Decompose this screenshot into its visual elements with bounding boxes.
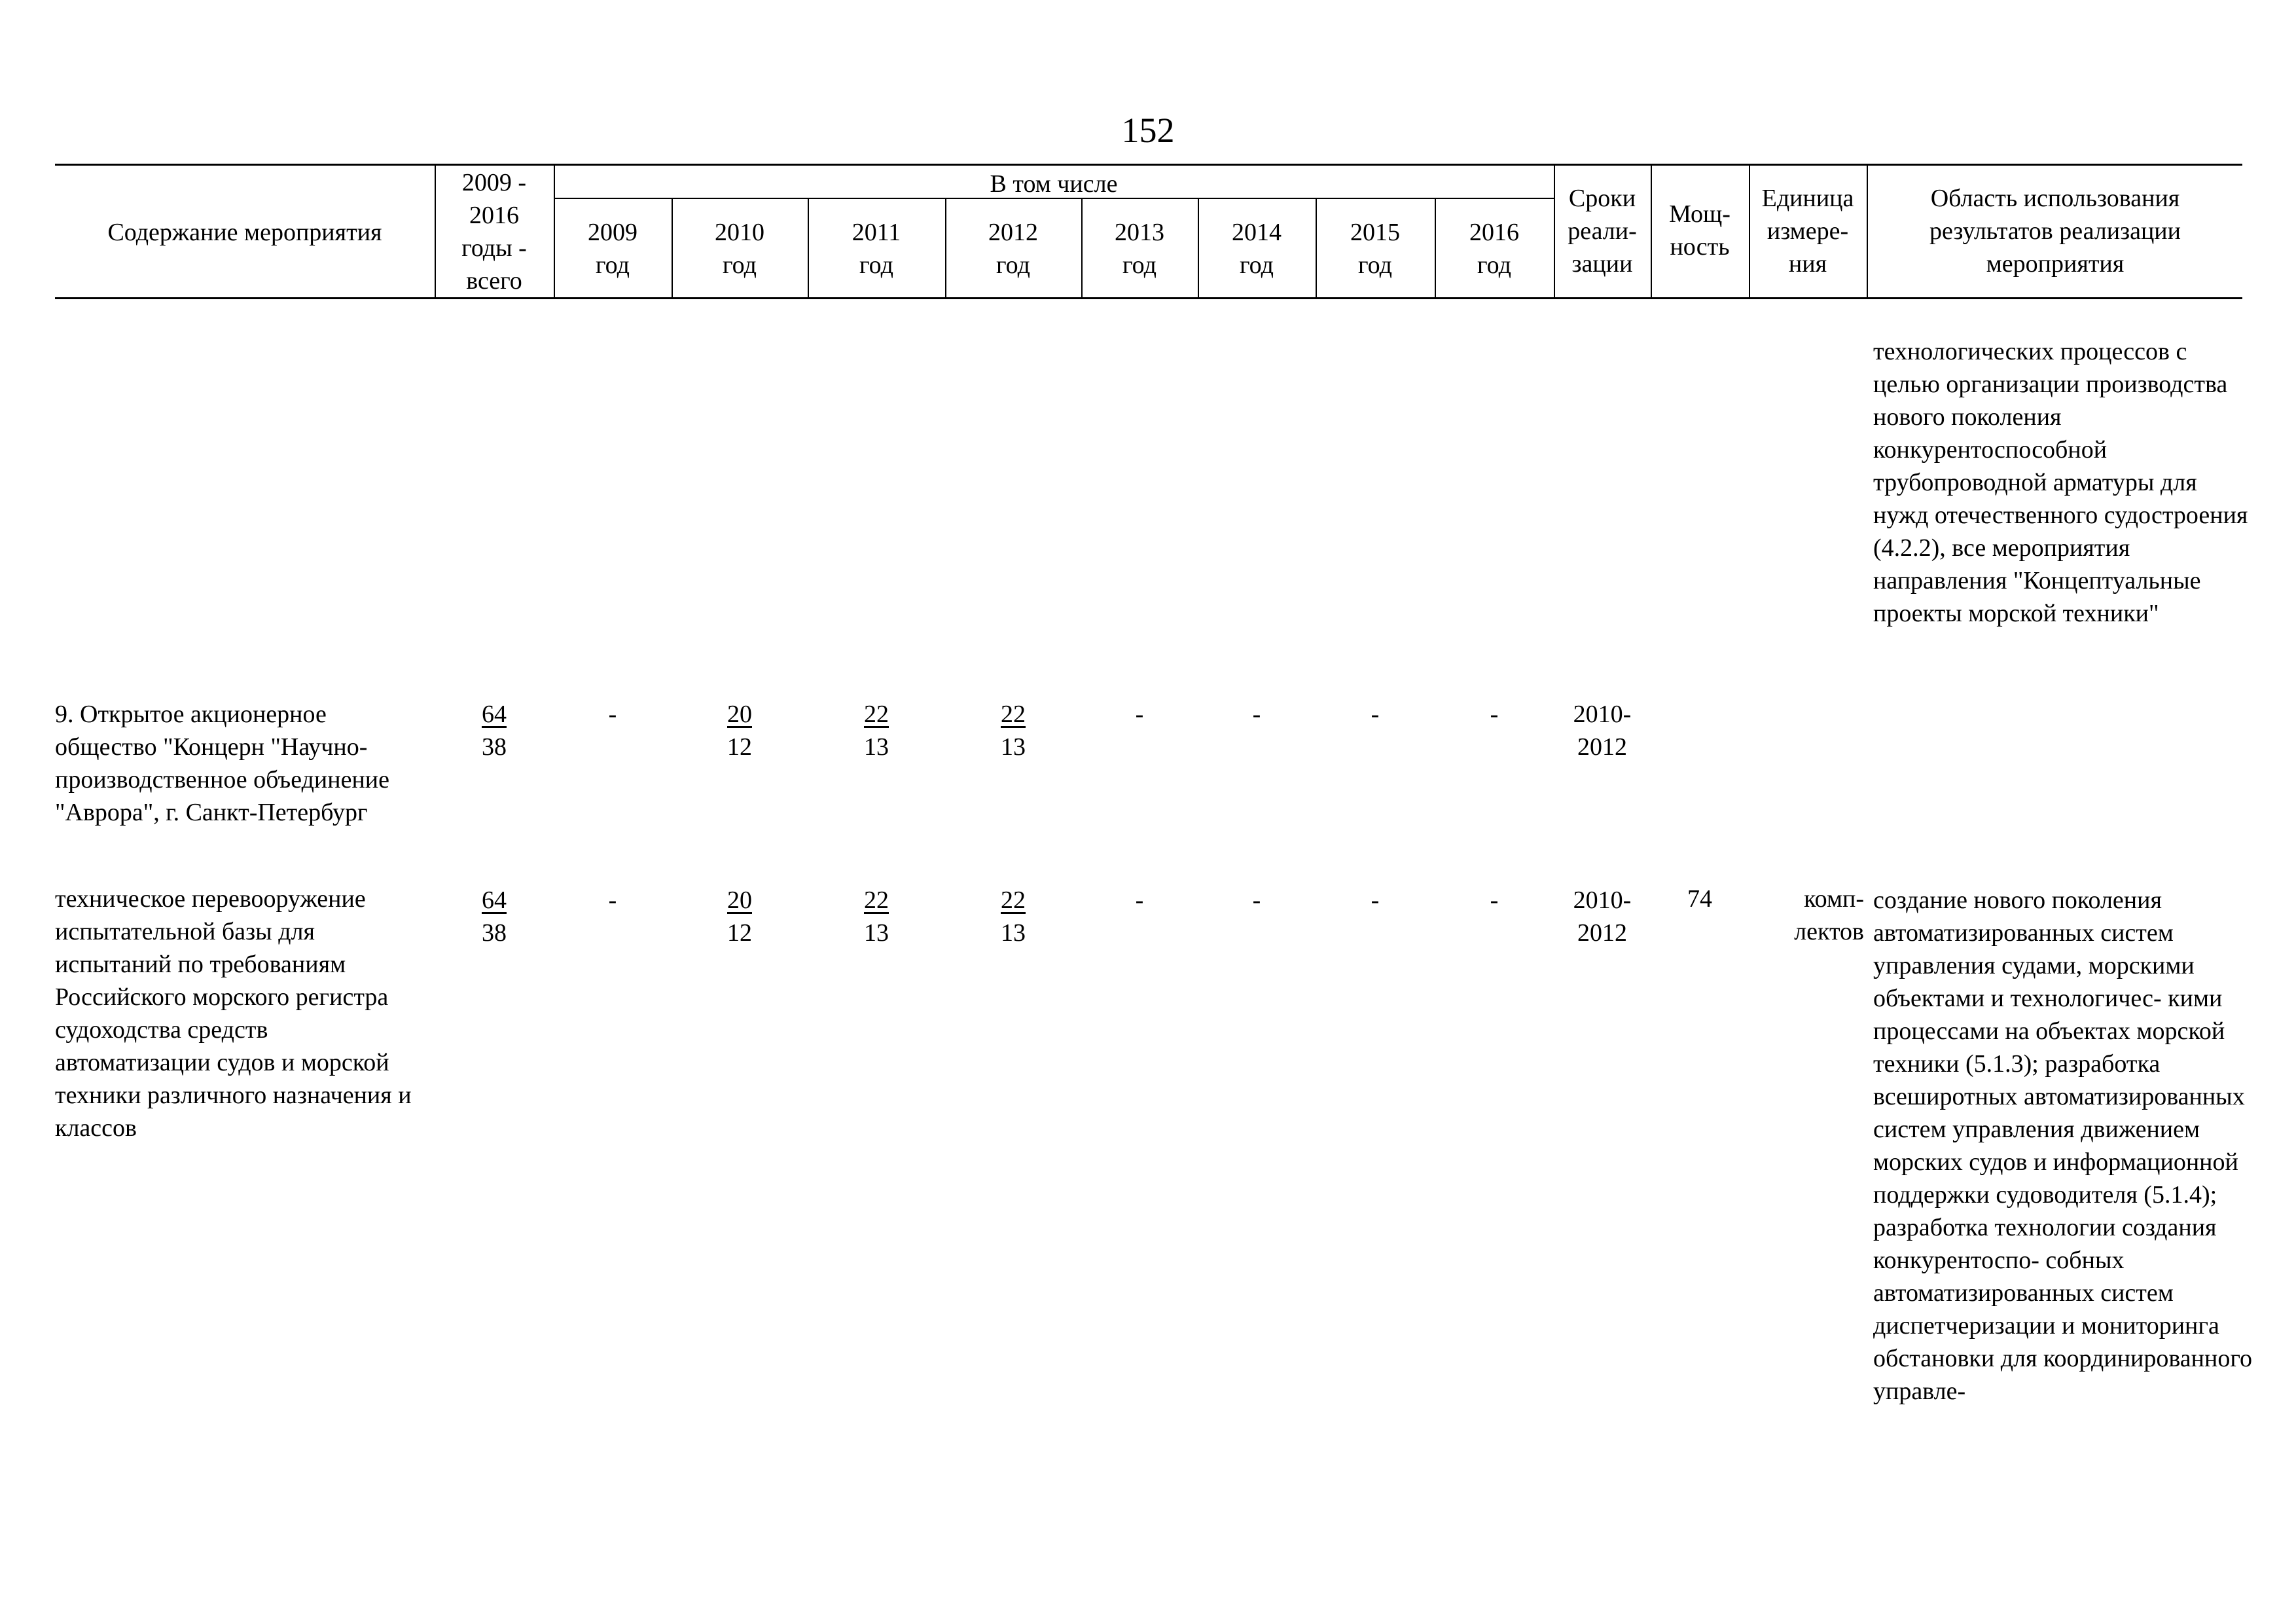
header-content: Содержание мероприятия [107, 219, 382, 246]
row-2-2014: - [1252, 886, 1261, 914]
header-top-rule [55, 164, 2242, 166]
header-including: В том числе [990, 170, 1118, 198]
header-usage: Область использования результатов реализации мероприятия [1929, 185, 2181, 278]
row-2-2010: $\frac{20}{12}$ [727, 886, 752, 947]
row-1-2011: $\frac{22}{13}$ [864, 701, 889, 761]
col-divider [1867, 164, 1868, 297]
row-2-2012: $\frac{22}{13}$ [1001, 886, 1026, 947]
row-2-2013: - [1135, 886, 1144, 914]
header-year-2016: 2016 год [1469, 219, 1519, 279]
row-1-2013: - [1135, 701, 1144, 728]
row-1-2012: $\frac{22}{13}$ [1001, 701, 1026, 761]
col-divider [1554, 164, 1555, 297]
header-unit: Единица измере- ния [1761, 185, 1854, 278]
row-1-terms: 2010- 2012 [1573, 701, 1632, 761]
header-year-2013: 2013 год [1115, 219, 1164, 279]
row-2-2015: - [1371, 886, 1380, 914]
col-divider [1651, 164, 1652, 297]
col-divider [435, 164, 436, 297]
row-1-2016: - [1490, 701, 1499, 728]
row-2-2016: - [1490, 886, 1499, 914]
col-divider [1749, 164, 1750, 297]
row-2-2011: $\frac{22}{13}$ [864, 886, 889, 947]
row-1-2009: - [608, 701, 617, 728]
header-year-2014: 2014 год [1232, 219, 1282, 279]
header-year-2010: 2010 год [715, 219, 764, 279]
header-bottom-rule [55, 297, 2242, 299]
row-2-total: $\frac{64}{38}$ [482, 886, 507, 947]
continuation-usage-text: технологических процессов с целью организации производства нового поколения конкурентоспособной трубопроводной арматуры для нужд отечественного судостроения (4.2.2), все мероприятия направления "Концептуальные проекты морской техники" [1873, 338, 2248, 627]
row-1-total: $\frac{64}{38}$ [482, 701, 507, 761]
page-number: 152 [1121, 111, 1175, 150]
row-2-usage: создание нового поколения автоматизированных систем управления судами, морскими объектами и технологичес- кими процессами на объектах морской техники (5.1.3); разработка всеширотных автоматизированных систем управления движением морских судов и информационной поддержки судоводителя (5.1.4); разработка технологии создания конкурентоспо- собных автоматизированных систем диспетчеризации и мониторинга обстановки для координированного управле- [1873, 886, 2252, 1405]
row-2-content: техническое перевооружение испытательной базы для испытаний по требованиям Российского морского регистра судоходства средств автоматизации судов и морской техники различного назначения и классов [55, 885, 412, 1142]
header-terms: Сроки реали- зации [1568, 185, 1637, 278]
row-1-2015: - [1371, 701, 1380, 728]
header-year-2015: 2015 год [1350, 219, 1400, 279]
header-year-2009: 2009 год [588, 219, 637, 279]
row-2-capacity: 74 [1687, 885, 1712, 913]
row-1-2014: - [1252, 701, 1261, 728]
header-capacity: Мощ- ность [1669, 200, 1731, 261]
row-1-content: 9. Открытое акционерное общество "Концерн "Научно- производственное объединение "Аврора", г. Санкт-Петербург [55, 701, 389, 826]
row-2-unit: комп- лектов [1794, 885, 1864, 945]
row-2-terms: 2010- 2012 [1573, 886, 1632, 947]
row-2-2009: - [608, 886, 617, 914]
header-year-2012: 2012 год [988, 219, 1038, 279]
row-1-2010: $\frac{20}{12}$ [727, 701, 752, 761]
header-total: 2009 - 2016 годы - всего [461, 169, 527, 295]
header-year-2011: 2011 год [852, 219, 901, 279]
